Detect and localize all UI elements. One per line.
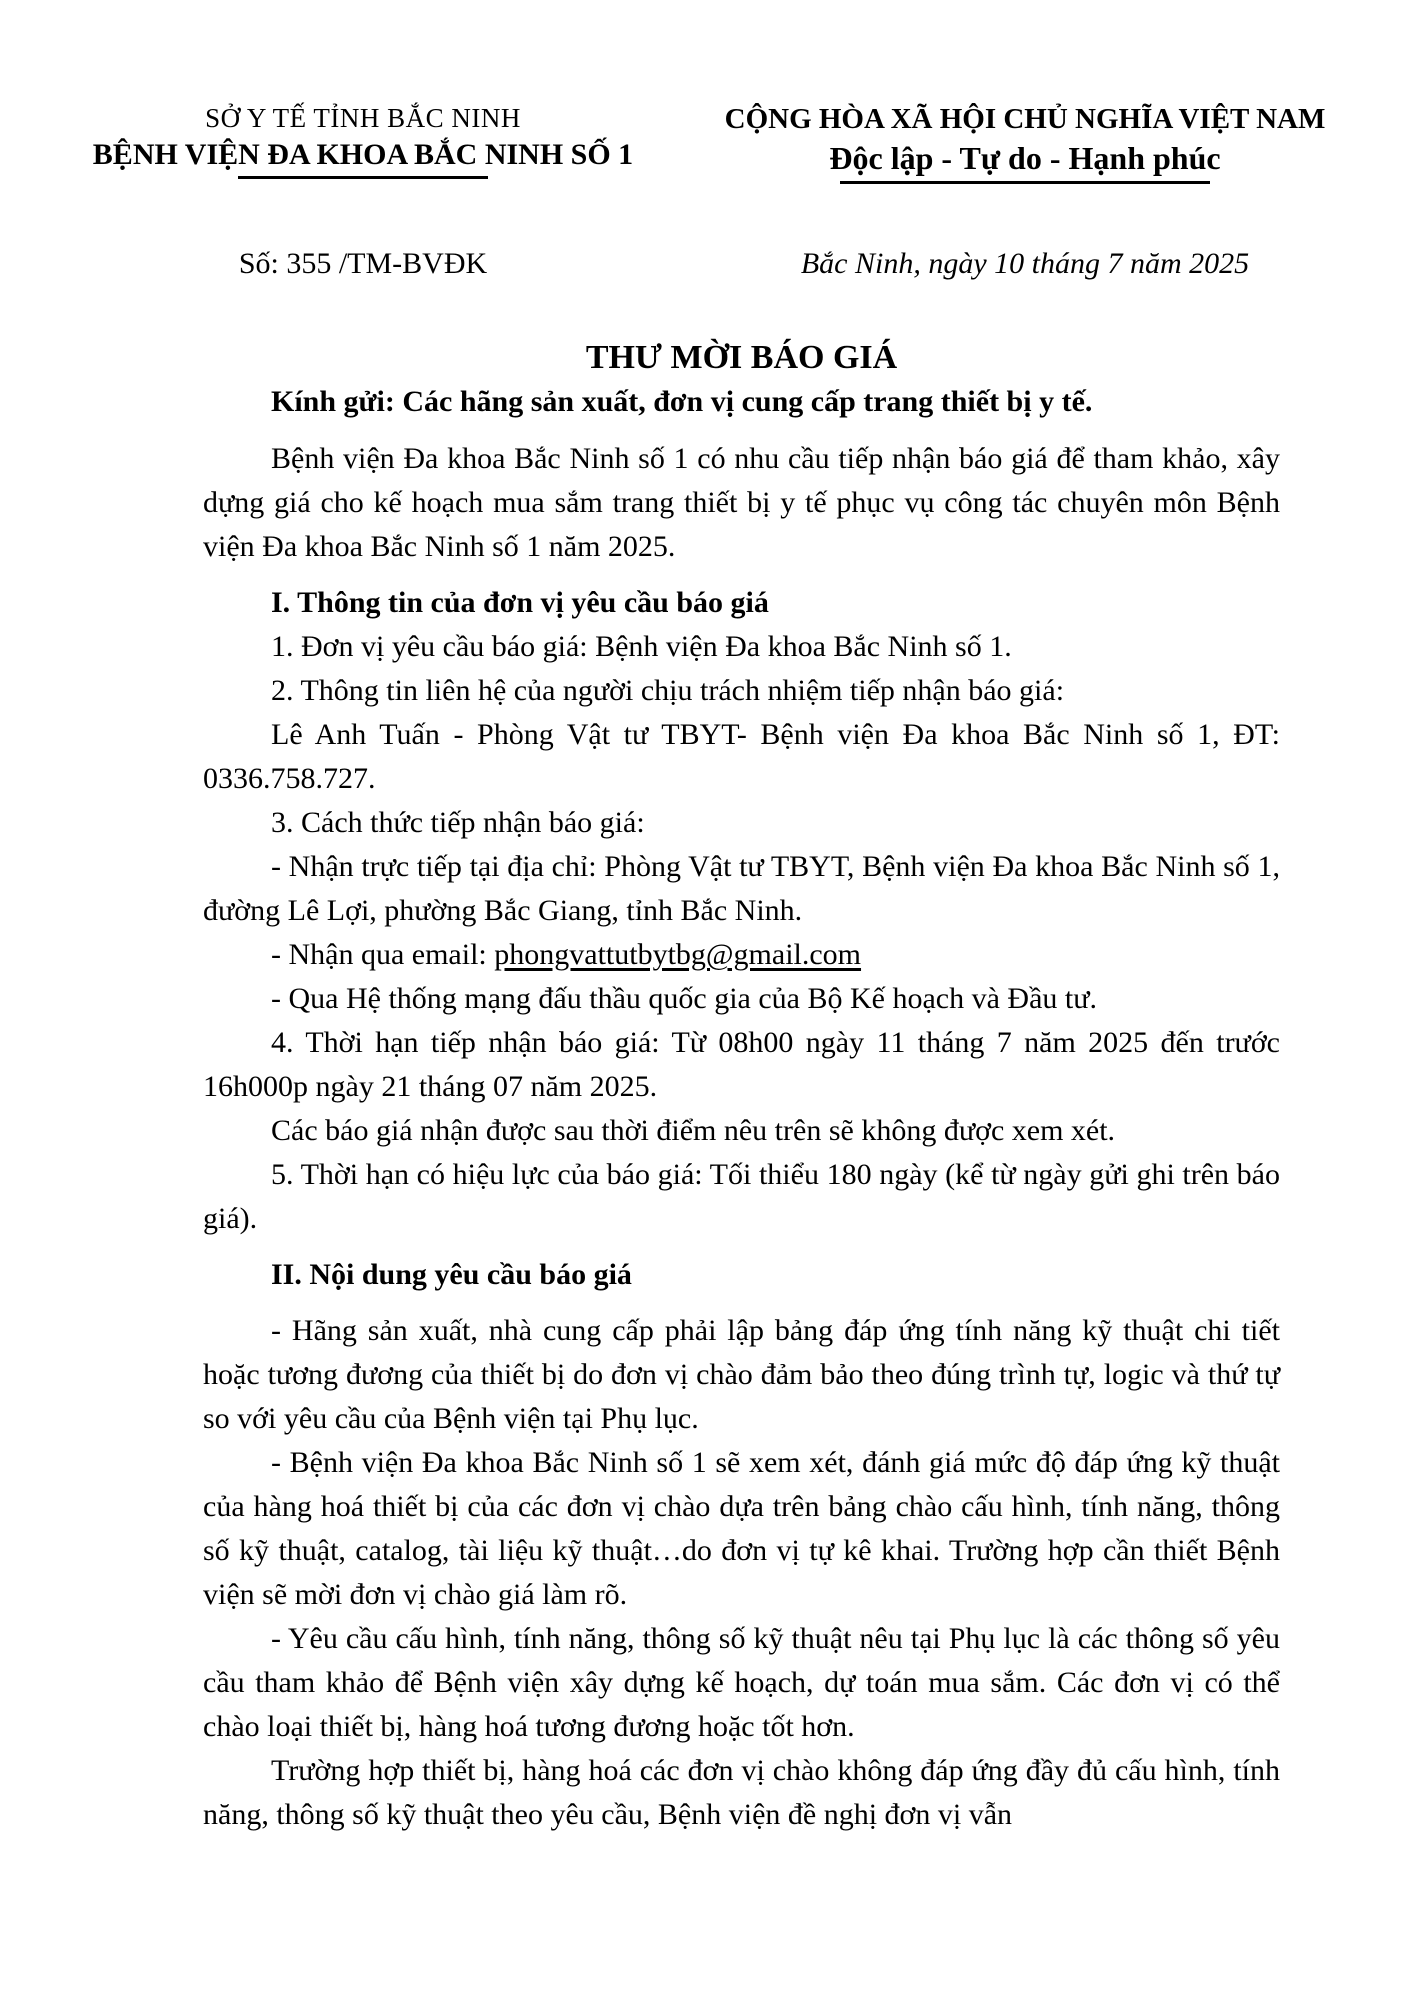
receive-method-direct: - Nhận trực tiếp tại địa chỉ: Phòng Vật tư TBYT, Bệnh viện Đa khoa Bắc Ninh số 1, đường Lê Lợi, phường Bắc Giang, tỉnh Bắc Ninh.: [203, 850, 1280, 927]
national-motto: Độc lập - Tự do - Hạnh phúc: [829, 140, 1221, 176]
document-title: THƯ MỜI BÁO GIÁ: [585, 339, 898, 376]
org-name-underline-rule: [238, 176, 488, 179]
section-2-heading: II. Nội dung yêu cầu báo giá: [271, 1258, 632, 1291]
receive-method-email: [203, 933, 1280, 977]
issuing-org-block: [88, 100, 638, 184]
national-header-block: [705, 100, 1345, 184]
document-meta-row: [0, 242, 1414, 286]
section-1-item-4: 4. Thời hạn tiếp nhận báo giá: Từ 08h00 ngày 11 tháng 7 năm 2025 đến trước 16h000p ngày 21 tháng 07 năm 2025.: [203, 1026, 1280, 1103]
section-2-requirement-4: Trường hợp thiết bị, hàng hoá các đơn vị chào không đáp ứng đầy đủ cấu hình, tính năng, thông số kỹ thuật theo yêu cầu, Bệnh viện đề nghị đơn vị vẫn: [203, 1754, 1280, 1831]
document-body: [203, 336, 1280, 1837]
section-1-item-1: 1. Đơn vị yêu cầu báo giá: Bệnh viện Đa khoa Bắc Ninh số 1.: [271, 630, 1012, 663]
email-address-link[interactable]: phongvattutbytbg@gmail.com: [494, 938, 862, 971]
document-header: [0, 0, 1414, 184]
section-1-item-2: 2. Thông tin liên hệ của người chịu trách nhiệm tiếp nhận báo giá:: [271, 674, 1065, 707]
section-1-item-5: 5. Thời hạn có hiệu lực của báo giá: Tối thiểu 180 ngày (kể từ ngày gửi ghi trên báo giá).: [203, 1158, 1280, 1235]
org-name: BỆNH VIỆN ĐA KHOA BẮC NINH SỐ 1: [92, 138, 634, 171]
section-2-requirement-3: - Yêu cầu cấu hình, tính năng, thông số kỹ thuật nêu tại Phụ lục là các thông số yêu cầu tham khảo để Bệnh viện xây dựng kế hoạch, dự toán mua sắm. Các đơn vị có thể chào loại thiết bị, hàng hoá tương đương hoặc tốt hơn.: [203, 1622, 1280, 1743]
section-1-item-3: 3. Cách thức tiếp nhận báo giá:: [271, 806, 645, 839]
intro-paragraph: Bệnh viện Đa khoa Bắc Ninh số 1 có nhu cầu tiếp nhận báo giá để tham khảo, xây dựng giá cho kế hoạch mua sắm trang thiết bị y tế phục vụ công tác chuyên môn Bệnh viện Đa khoa Bắc Ninh số 1 năm 2025.: [203, 442, 1280, 563]
place-and-date: Bắc Ninh, ngày 10 tháng 7 năm 2025: [800, 247, 1250, 280]
national-title: CỘNG HÒA XÃ HỘI CHỦ NGHĨA VIỆT NAM: [724, 103, 1326, 135]
section-2-requirement-2: - Bệnh viện Đa khoa Bắc Ninh số 1 sẽ xem xét, đánh giá mức độ đáp ứng kỹ thuật của hàng hoá thiết bị của các đơn vị chào dựa trên bảng chào cấu hình, tính năng, thông số kỹ thuật, catalog, tài liệu kỹ thuật…do đơn vị tự kê khai. Trường hợp cần thiết Bệnh viện sẽ mời đơn vị chào giá làm rõ.: [203, 1446, 1280, 1611]
document-number: Số: 355 /TM-BVĐK: [238, 247, 488, 280]
deadline-note: Các báo giá nhận được sau thời điểm nêu trên sẽ không được xem xét.: [271, 1114, 1116, 1147]
receive-method-portal: - Qua Hệ thống mạng đấu thầu quốc gia của Bộ Kế hoạch và Đầu tư.: [271, 982, 1098, 1015]
email-method-prefix: - Nhận qua email:: [271, 938, 495, 971]
section-2-requirement-1: - Hãng sản xuất, nhà cung cấp phải lập bảng đáp ứng tính năng kỹ thuật chi tiết hoặc tương đương của thiết bị do đơn vị chào đảm bảo theo đúng trình tự, logic và thứ tự so với yêu cầu của Bệnh viện tại Phụ lục.: [203, 1314, 1280, 1435]
contact-person-line: Lê Anh Tuấn - Phòng Vật tư TBYT- Bệnh viện Đa khoa Bắc Ninh số 1, ĐT: 0336.758.727.: [203, 718, 1280, 795]
salutation-line: Kính gửi: Các hãng sản xuất, đơn vị cung cấp trang thiết bị y tế.: [271, 385, 1093, 418]
motto-underline-rule: [840, 181, 1210, 184]
parent-org-name: SỞ Y TẾ TỈNH BẮC NINH: [205, 103, 521, 133]
section-1-heading: I. Thông tin của đơn vị yêu cầu báo giá: [271, 586, 769, 619]
